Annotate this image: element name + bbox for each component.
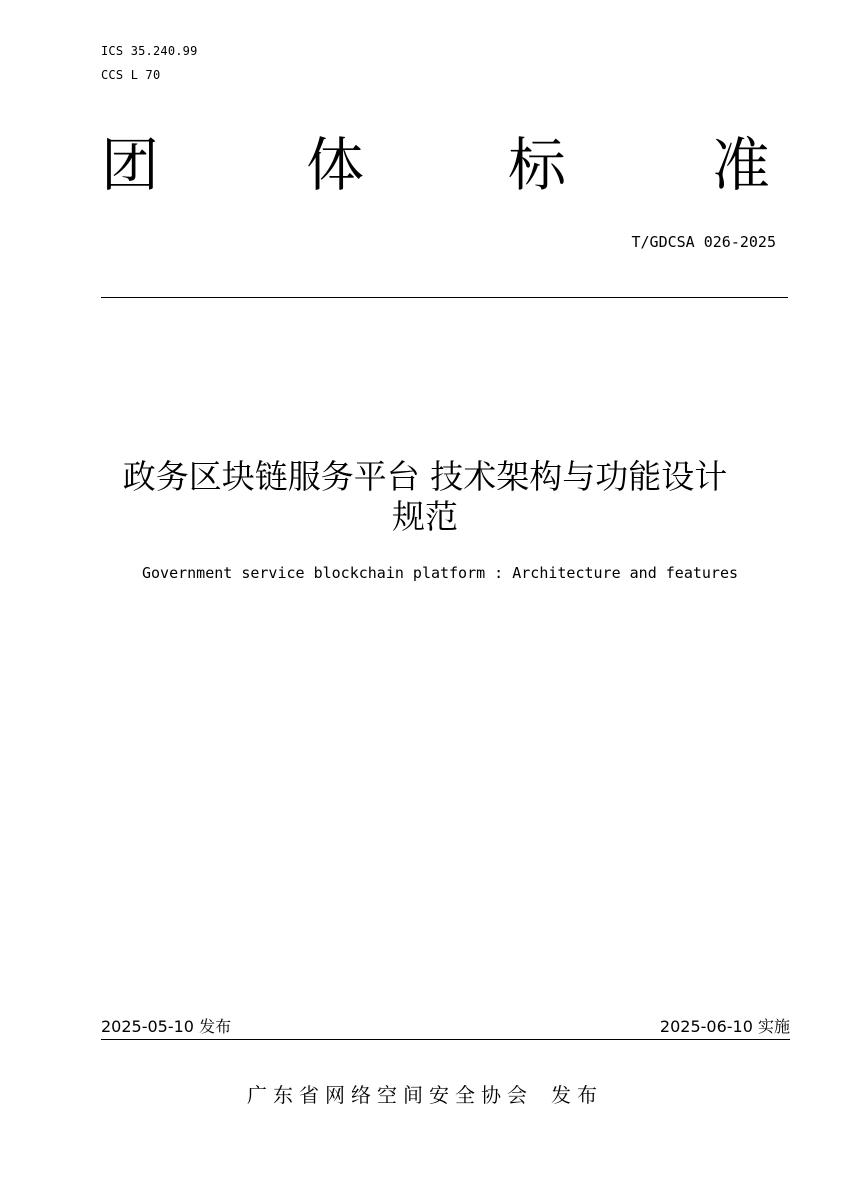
- standard-type-char-2: 体: [306, 131, 365, 199]
- ccs-code: CCS L 70: [101, 68, 161, 82]
- publisher-action: 发布: [551, 1083, 603, 1107]
- publisher-name: 广东省网络空间安全协会: [247, 1083, 533, 1107]
- implementation-date: 2025-06-10 实施: [659, 1017, 790, 1036]
- standard-type-char-3: 标: [508, 131, 567, 199]
- footer-divider: [101, 1039, 790, 1040]
- publisher-line: [0, 1082, 850, 1108]
- title-chinese-line-1: 政务区块链服务平台 技术架构与功能设计: [122, 457, 728, 496]
- ics-code: ICS 35.240.99: [101, 44, 198, 58]
- standard-type-char-1: 团: [101, 131, 160, 199]
- standard-type-char-4: 准: [712, 131, 771, 199]
- header-divider: [101, 297, 788, 298]
- standard-number: T/GDCSA 026-2025: [631, 233, 776, 251]
- title-chinese-line-2: 规范: [392, 497, 458, 536]
- title-chinese: [60, 457, 790, 537]
- title-english: Government service blockchain platform : Architecture and features: [141, 564, 739, 582]
- publish-date: 2025-05-10 发布: [101, 1017, 232, 1036]
